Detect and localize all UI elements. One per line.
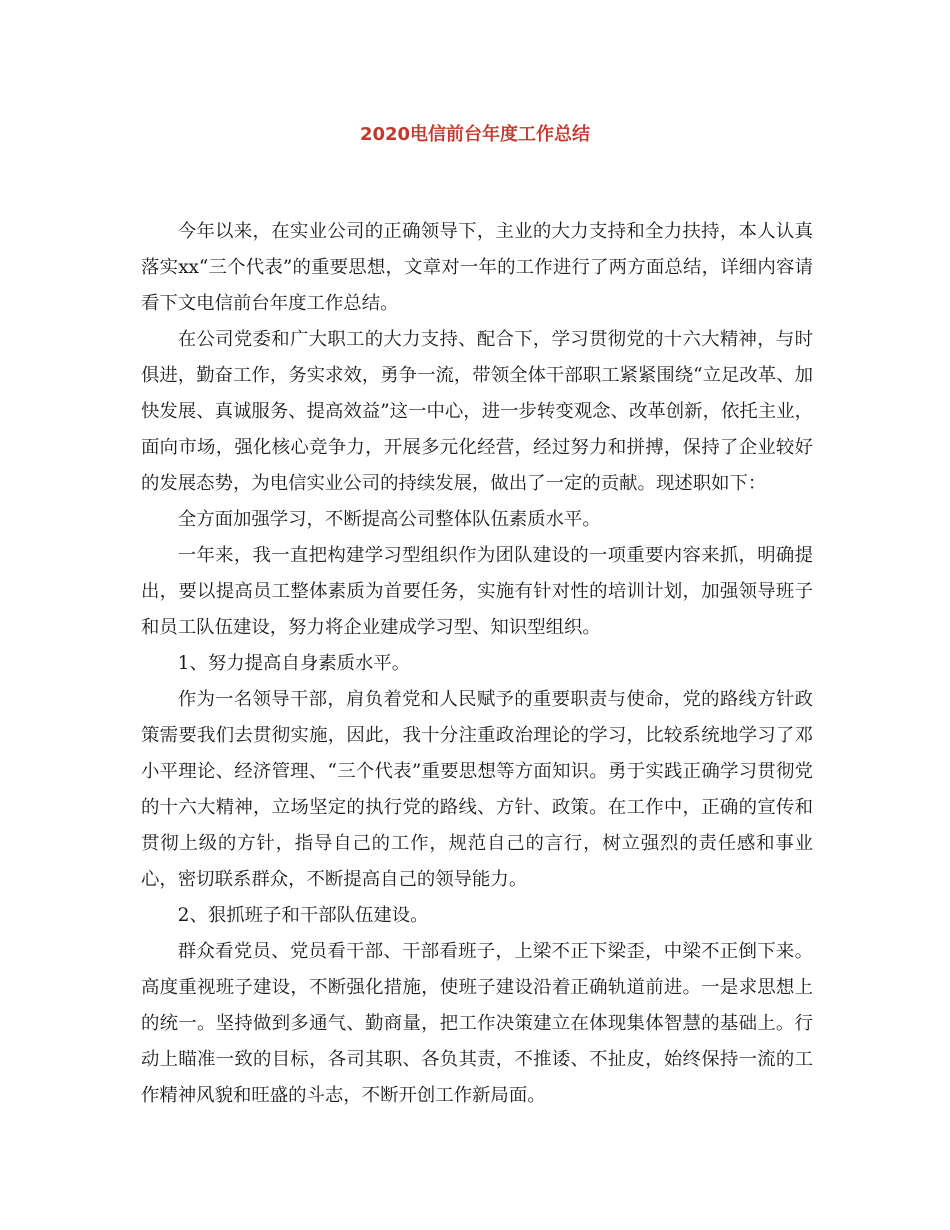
paragraph: 今年以来，在实业公司的正确领导下，主业的大力支持和全力扶持，本人认真落实xx“三个代表”的重要思想，文章对一年的工作进行了两方面总结，详细内容请看下文电信前台年度工作总结。	[141, 221, 813, 314]
paragraph: 一年来，我一直把构建学习型组织作为团队建设的一项重要内容来抓，明确提出，要以提高员工整体素质为首要任务，实施有针对性的培训计划，加强领导班子和员工队伍建设，努力将企业建成学习型、知识型组织。	[141, 545, 813, 638]
document-title: 2020电信前台年度工作总结	[359, 124, 591, 145]
paragraph: 作为一名领导干部，肩负着党和人民赋予的重要职责与使命，党的路线方针政策需要我们去贯彻实施，因此，我十分注重政治理论的学习，比较系统地学习了邓小平理论、经济管理、“三个代表”重要思想等方面知识。勇于实践正确学习贯彻党的十六大精神，立场坚定的执行党的路线、方针、政策。在工作中，正确的宣传和贯彻上级的方针，指导自己的工作，规范自己的言行，树立强烈的责任感和事业心，密切联系群众，不断提高自己的领导能力。	[141, 689, 813, 890]
paragraph: 在公司党委和广大职工的大力支持、配合下，学习贯彻党的十六大精神，与时俱进，勤奋工作，务实求效，勇争一流，带领全体干部职工紧紧围绕“立足改革、加快发展、真诚服务、提高效益”这一中心，进一步转变观念、改革创新，依托主业，面向市场，强化核心竞争力，开展多元化经营，经过努力和拼搏，保持了企业较好的发展态势，为电信实业公司的持续发展，做出了一定的贡献。现述职如下：	[141, 329, 813, 494]
section-heading: 全方面加强学习，不断提高公司整体队伍素质水平。	[177, 509, 601, 530]
subsection-heading: 1、努力提高自身素质水平。	[177, 653, 411, 674]
document-body	[141, 214, 813, 1114]
paragraph: 群众看党员、党员看干部、干部看班子，上梁不正下梁歪，中梁不正倒下来。高度重视班子建设，不断强化措施，使班子建设沿着正确轨道前进。一是求思想上的统一。坚持做到多通气、勤商量，把工作决策建立在体现集体智慧的基础上。行动上瞄准一致的目标，各司其职、各负其责，不推诿、不扯皮，始终保持一流的工作精神风貌和旺盛的斗志，不断开创工作新局面。	[141, 941, 813, 1106]
subsection-heading: 2、狠抓班子和干部队伍建设。	[177, 905, 429, 926]
